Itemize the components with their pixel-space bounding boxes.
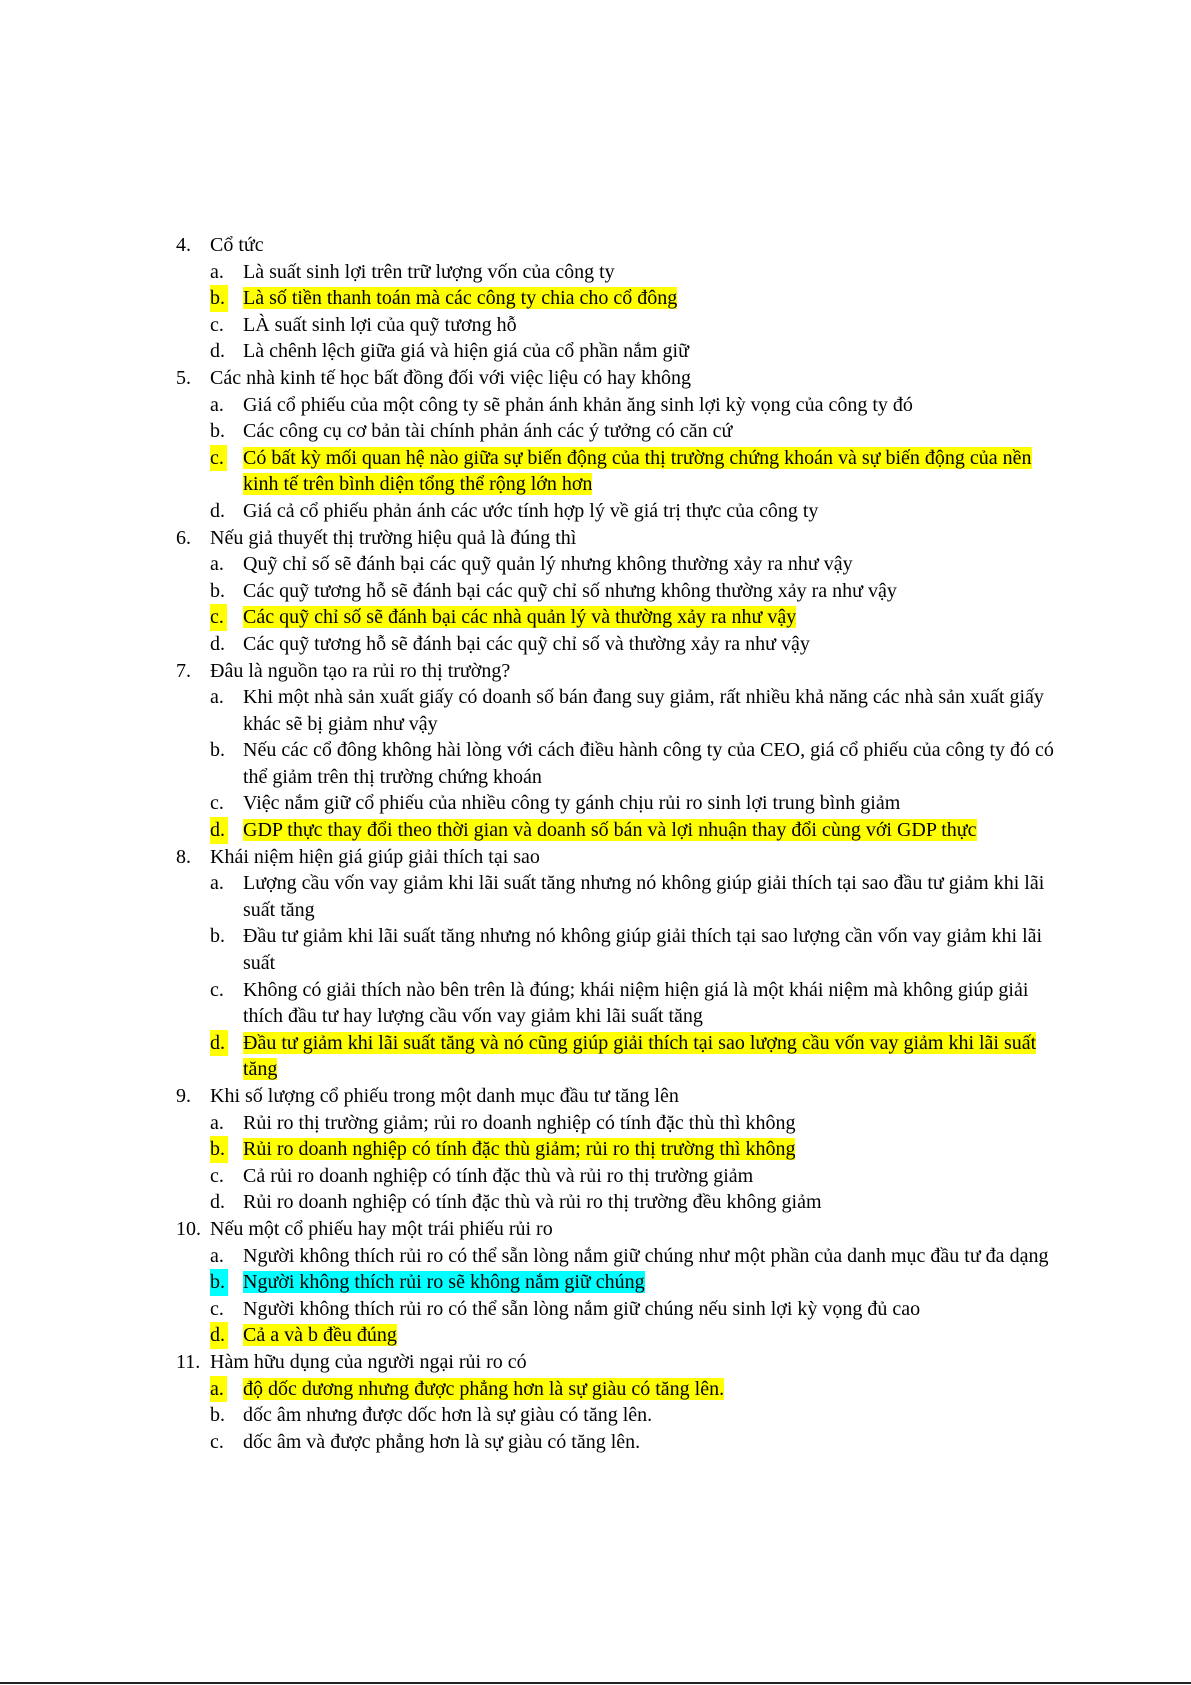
option-letter: d. xyxy=(210,1322,228,1349)
question-number: 6. xyxy=(176,526,191,549)
question-text: Đâu là nguồn tạo ra rủi ro thị trường? xyxy=(210,659,511,682)
option-letter: b. xyxy=(210,1136,228,1163)
question-list xyxy=(176,232,1056,1455)
question-item xyxy=(176,232,1056,365)
option-letter: d. xyxy=(210,340,225,363)
option-text: Việc nắm giữ cổ phiếu của nhiều công ty gánh chịu rủi ro sinh lợi trung bình giảm xyxy=(243,792,901,815)
option-text: Các quỹ tương hỗ sẽ đánh bại các quỹ chỉ số nhưng không thường xảy ra như vậy xyxy=(243,579,897,602)
question-number: 4. xyxy=(176,234,191,256)
answer-option xyxy=(210,1429,1056,1456)
option-text: dốc âm nhưng được dốc hơn là sự giàu có tăng lên. xyxy=(243,1404,653,1427)
option-text: Cả a và b đều đúng xyxy=(243,1324,397,1347)
option-letter: d. xyxy=(210,499,225,522)
option-letter: c. xyxy=(210,1297,224,1320)
option-text: Rủi ro doanh nghiệp có tính đặc thù giảm; rủi ro thị trường thì không xyxy=(243,1138,796,1161)
option-letter: d. xyxy=(210,817,228,844)
question-text: Khi số lượng cổ phiếu trong một danh mục đầu tư tăng lên xyxy=(210,1085,679,1107)
option-text: Giá cả cổ phiếu phản ánh các ước tính hợp lý về giá trị thực của công ty xyxy=(243,499,819,522)
answer-options xyxy=(210,684,1056,844)
question-item xyxy=(176,658,1056,844)
answer-option xyxy=(210,578,1056,605)
option-text: Người không thích rủi ro có thể sẵn lòng nắm giữ chúng nếu sinh lợi kỳ vọng đủ cao xyxy=(243,1297,921,1320)
option-letter: b. xyxy=(210,925,225,948)
option-text: Đầu tư giảm khi lãi suất tăng và nó cũng giúp giải thích tại sao lượng cầu vốn vay giảm khi lãi suất tăng xyxy=(243,1031,1037,1081)
question-text: Hàm hữu dụng của người ngại rủi ro có xyxy=(210,1350,527,1373)
option-letter: c. xyxy=(210,313,224,336)
question-text: Cổ tức xyxy=(210,234,264,256)
option-text: Là chênh lệch giữa giá và hiện giá của cổ phần nắm giữ xyxy=(243,340,689,363)
question-item xyxy=(176,1083,1056,1216)
answer-option xyxy=(210,1163,1056,1190)
question-text: Các nhà kinh tế học bất đồng đối với việc liệu có hay không xyxy=(210,366,692,389)
option-letter: b. xyxy=(210,579,225,602)
option-letter: b. xyxy=(210,739,225,762)
answer-option xyxy=(210,1296,1056,1323)
answer-option xyxy=(210,259,1056,286)
option-letter: b. xyxy=(210,1269,228,1296)
answer-option xyxy=(210,790,1056,817)
answer-options xyxy=(210,551,1056,657)
question-number: 8. xyxy=(176,845,191,868)
answer-options xyxy=(210,870,1056,1083)
option-letter: a. xyxy=(210,393,224,416)
answer-option xyxy=(210,312,1056,339)
option-text: Là suất sinh lợi trên trữ lượng vốn của công ty xyxy=(243,260,615,283)
option-letter: c. xyxy=(210,978,224,1001)
question-number: 10. xyxy=(176,1217,201,1240)
option-letter: c. xyxy=(210,792,224,815)
option-text: Các quỹ chỉ số sẽ đánh bại các nhà quản lý và thường xảy ra như vậy xyxy=(243,606,797,629)
answer-option-highlighted xyxy=(210,1030,1056,1083)
question-number: 11. xyxy=(176,1350,201,1373)
answer-option-highlighted xyxy=(210,445,1056,498)
option-text: Người không thích rủi ro có thể sẵn lòng nắm giữ chúng như một phần của danh mục đầu tư đa dạng xyxy=(243,1244,1049,1267)
answer-option xyxy=(210,338,1056,365)
option-text: Người không thích rủi ro sẽ không nắm giữ chúng xyxy=(243,1271,645,1294)
question-text: Nếu giả thuyết thị trường hiệu quả là đúng thì xyxy=(210,526,577,549)
question-item xyxy=(176,525,1056,658)
answer-option xyxy=(210,631,1056,658)
answer-option xyxy=(210,1189,1056,1216)
question-item xyxy=(176,1349,1056,1455)
option-letter: a. xyxy=(210,260,224,283)
option-text: Đầu tư giảm khi lãi suất tăng nhưng nó không giúp giải thích tại sao lượng cần vốn vay giảm khi lãi suất xyxy=(243,925,1043,975)
question-item xyxy=(176,365,1056,525)
option-text: dốc âm và được phẳng hơn là sự giàu có tăng lên. xyxy=(243,1430,641,1453)
option-letter: b. xyxy=(210,420,225,443)
option-text: độ dốc dương nhưng được phẳng hơn là sự giàu có tăng lên. xyxy=(243,1377,725,1400)
answer-option xyxy=(210,418,1056,445)
question-number: 5. xyxy=(176,366,191,389)
option-text: Quỹ chỉ số sẽ đánh bại các quỹ quản lý nhưng không thường xảy ra như vậy xyxy=(243,553,853,576)
option-letter: d. xyxy=(210,632,225,655)
option-letter: a. xyxy=(210,1376,227,1403)
option-text: Khi một nhà sản xuất giấy có doanh số bán đang suy giảm, rất nhiều khả năng các nhà sản xuất giấy khác sẽ bị giảm như vậy xyxy=(243,686,1044,735)
page-bottom-rule xyxy=(0,1682,1191,1684)
answer-option xyxy=(210,551,1056,578)
option-text: Các công cụ cơ bản tài chính phản ánh các ý tưởng có căn cứ xyxy=(243,420,733,443)
option-letter: c. xyxy=(210,445,227,472)
question-number: 9. xyxy=(176,1085,191,1107)
option-letter: c. xyxy=(210,1164,224,1187)
question-text: Nếu một cổ phiếu hay một trái phiếu rủi ro xyxy=(210,1217,553,1240)
answer-options xyxy=(210,259,1056,365)
option-text: LÀ suất sinh lợi của quỹ tương hỗ xyxy=(243,313,517,336)
question-item xyxy=(176,1216,1056,1349)
option-letter: a. xyxy=(210,1111,224,1134)
answer-options xyxy=(210,1376,1056,1456)
option-letter: b. xyxy=(210,285,228,312)
answer-option xyxy=(210,684,1056,737)
answer-option-highlighted xyxy=(210,285,1056,312)
option-text: Là số tiền thanh toán mà các công ty chia cho cổ đông xyxy=(243,287,678,310)
option-text: Nếu các cổ đông không hài lòng với cách điều hành công ty của CEO, giá cổ phiếu của công ty đó có thể giảm trên thị trường chứng khoán xyxy=(243,739,1054,788)
option-letter: a. xyxy=(210,686,224,709)
answer-option xyxy=(210,1402,1056,1429)
question-number: 7. xyxy=(176,659,191,682)
answer-option xyxy=(210,1243,1056,1270)
option-text: Cả rủi ro doanh nghiệp có tính đặc thù và rủi ro thị trường giảm xyxy=(243,1164,754,1187)
question-text: Khái niệm hiện giá giúp giải thích tại sao xyxy=(210,845,540,868)
answer-option xyxy=(210,870,1056,923)
answer-option-highlighted xyxy=(210,817,1056,844)
option-text: Không có giải thích nào bên trên là đúng; khái niệm hiện giá là một khái niệm mà không giúp giải thích đầu tư hay lượng cầu vốn vay giảm khi lãi suất tăng xyxy=(243,978,1029,1028)
answer-option xyxy=(210,737,1056,790)
answer-option-highlighted xyxy=(210,1136,1056,1163)
option-text: GDP thực thay đổi theo thời gian và doanh số bán và lợi nhuận thay đổi cùng với GDP thực xyxy=(243,819,977,842)
option-text: Có bất kỳ mối quan hệ nào giữa sự biến động của thị trường chứng khoán và sự biến động của nền kinh tế trên bình diện tổng thể rộng lớn hơn xyxy=(243,446,1032,496)
answer-option xyxy=(210,498,1056,525)
answer-options xyxy=(210,1110,1056,1216)
option-letter: a. xyxy=(210,553,224,576)
option-text: Lượng cầu vốn vay giảm khi lãi suất tăng nhưng nó không giúp giải thích tại sao đầu tư giảm khi lãi suất tăng xyxy=(243,872,1045,921)
answer-options xyxy=(210,392,1056,525)
option-letter: d. xyxy=(210,1030,228,1057)
option-letter: a. xyxy=(210,872,224,895)
option-text: Giá cổ phiếu của một công ty sẽ phản ánh khản ăng sinh lợi kỳ vọng của công ty đó xyxy=(243,393,913,416)
answer-option-highlighted xyxy=(210,1376,1056,1403)
answer-option-highlighted xyxy=(210,604,1056,631)
answer-option-highlighted xyxy=(210,1269,1056,1296)
option-text: Các quỹ tương hỗ sẽ đánh bại các quỹ chỉ số và thường xảy ra như vậy xyxy=(243,632,810,655)
option-letter: c. xyxy=(210,1430,224,1453)
question-item xyxy=(176,844,1056,1083)
option-text: Rủi ro doanh nghiệp có tính đặc thù và rủi ro thị trường đều không giảm xyxy=(243,1191,822,1214)
option-text: Rủi ro thị trường giảm; rủi ro doanh nghiệp có tính đặc thù thì không xyxy=(243,1111,796,1134)
answer-option xyxy=(210,923,1056,976)
option-letter: d. xyxy=(210,1191,225,1214)
answer-option xyxy=(210,392,1056,419)
option-letter: b. xyxy=(210,1404,225,1427)
option-letter: c. xyxy=(210,604,227,631)
answer-options xyxy=(210,1243,1056,1349)
answer-option xyxy=(210,1110,1056,1137)
answer-option-highlighted xyxy=(210,1322,1056,1349)
answer-option xyxy=(210,977,1056,1030)
option-letter: a. xyxy=(210,1244,224,1267)
